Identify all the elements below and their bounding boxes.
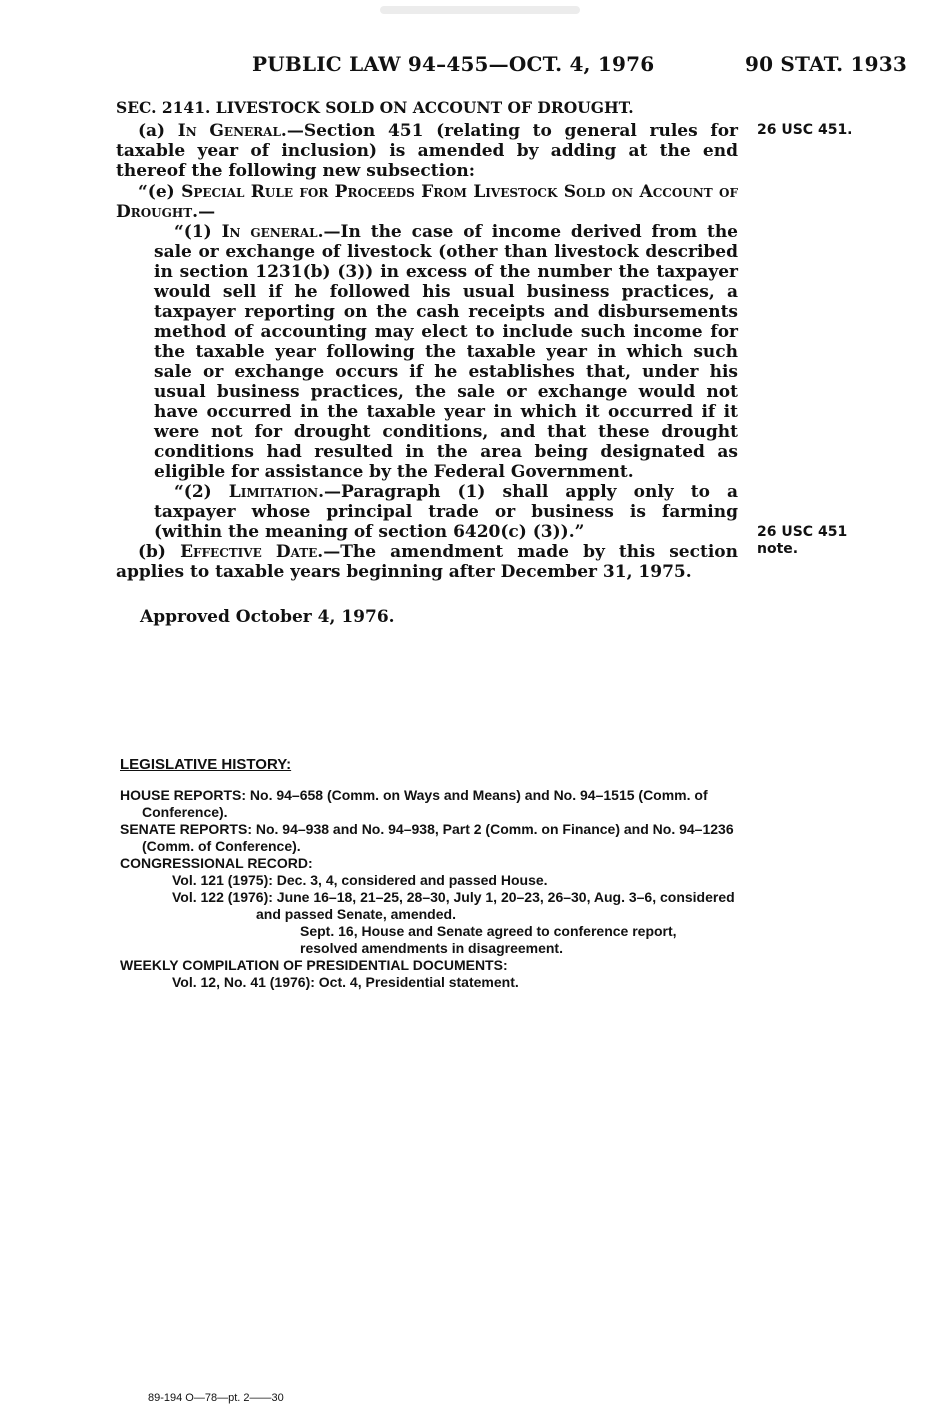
subsection-e-label: “(e) <box>138 182 182 202</box>
approval-line: Approved October 4, 1976. <box>140 607 395 627</box>
section-title: SEC. 2141. LIVESTOCK SOLD ON ACCOUNT OF DROUGHT. <box>116 98 634 117</box>
house-reports: HOUSE REPORTS: No. 94–658 (Comm. on Ways and Means) and No. 94–1515 (Comm. of Conference). <box>120 787 708 820</box>
margin-note-line2: note. <box>757 541 799 557</box>
paragraph-2-text: —Paragraph (1) shall apply only to a taxpayer whose principal trade or business is farming (within the meaning of section 6420(c) (3)).” <box>154 482 738 542</box>
paragraph-1 <box>116 222 738 482</box>
legislative-history <box>120 756 738 991</box>
paragraph-1-text: —In the case of income derived from the sale or exchange of livestock (other than livestock described in section 1231(b) (3)) in excess of the number the taxpayer would sell if he followed his usual business practices, a taxpayer reporting on the cash receipts and disbursements method of accounting may elect to include such income for the taxable year following the taxable year in which such sale or exchange occurs if he establishes that, under his usual business practices, the sale or exchange would not have occurred in the taxable year in which it occurred if it were not for drought conditions, and that these drought conditions had resulted in the area being designated as eligible for assistance by the Federal Government. <box>154 222 738 482</box>
paragraph-1-heading: In general. <box>221 222 324 242</box>
subsection-b-text: —The amendment made by this section applies to taxable years beginning after December 31, 1975. <box>116 542 738 582</box>
subsection-e-heading: Special Rule for Proceeds From Livestock Sold on Account of Drought. <box>116 182 738 222</box>
senate-reports: SENATE REPORTS: No. 94–938 and No. 94–938, Part 2 (Comm. on Finance) and No. 94–1236 (Comm. of Conference). <box>120 821 734 854</box>
subsection-b-heading: Effective Date. <box>180 542 324 562</box>
congressional-record-vol122-sept: Sept. 16, House and Senate agreed to conference report, resolved amendments in disagreement. <box>300 923 677 956</box>
congressional-record-vol122: Vol. 122 (1976): June 16–18, 21–25, 28–30, July 1, 20–23, 26–30, Aug. 3–6, considered and passed Senate, amended. <box>172 889 735 922</box>
subsection-a-label: (a) <box>138 121 178 141</box>
weekly-compilation-heading: WEEKLY COMPILATION OF PRESIDENTIAL DOCUMENTS: <box>120 957 508 973</box>
running-header-stat: 90 STAT. 1933 <box>745 52 907 76</box>
section-body <box>116 98 738 627</box>
subsection-a <box>116 121 738 181</box>
subsection-b-label: (b) <box>138 542 181 562</box>
running-header-title: PUBLIC LAW 94–455—OCT. 4, 1976 <box>252 52 655 76</box>
subsection-a-heading: In General. <box>177 121 287 141</box>
paragraph-2-heading: Limitation. <box>228 482 325 502</box>
paragraph-2-label: “(2) <box>174 482 229 502</box>
print-footer: 89-194 O—78—pt. 2——30 <box>148 1392 284 1404</box>
weekly-compilation-vol12: Vol. 12, No. 41 (1976): Oct. 4, Presidential statement. <box>172 974 519 990</box>
margin-note-line1: 26 USC 451 <box>757 524 848 540</box>
subsection-b <box>116 542 738 582</box>
legislative-history-title: LEGISLATIVE HISTORY: <box>120 756 292 773</box>
congressional-record-vol121: Vol. 121 (1975): Dec. 3, 4, considered and passed House. <box>172 872 548 888</box>
bleed-through-mark <box>380 6 580 14</box>
margin-note-usc-note <box>757 524 847 558</box>
congressional-record-heading: CONGRESSIONAL RECORD: <box>120 855 313 871</box>
paragraph-1-label: “(1) <box>174 222 222 242</box>
margin-note-usc: 26 USC 451. <box>757 122 853 138</box>
subsection-a-text: —Section 451 (relating to general rules for taxable year of inclusion) is amended by adding at the end thereof the following new subsection: <box>116 121 738 181</box>
paragraph-2 <box>116 482 738 542</box>
subsection-e <box>116 182 738 222</box>
subsection-e-dash: — <box>198 202 216 222</box>
